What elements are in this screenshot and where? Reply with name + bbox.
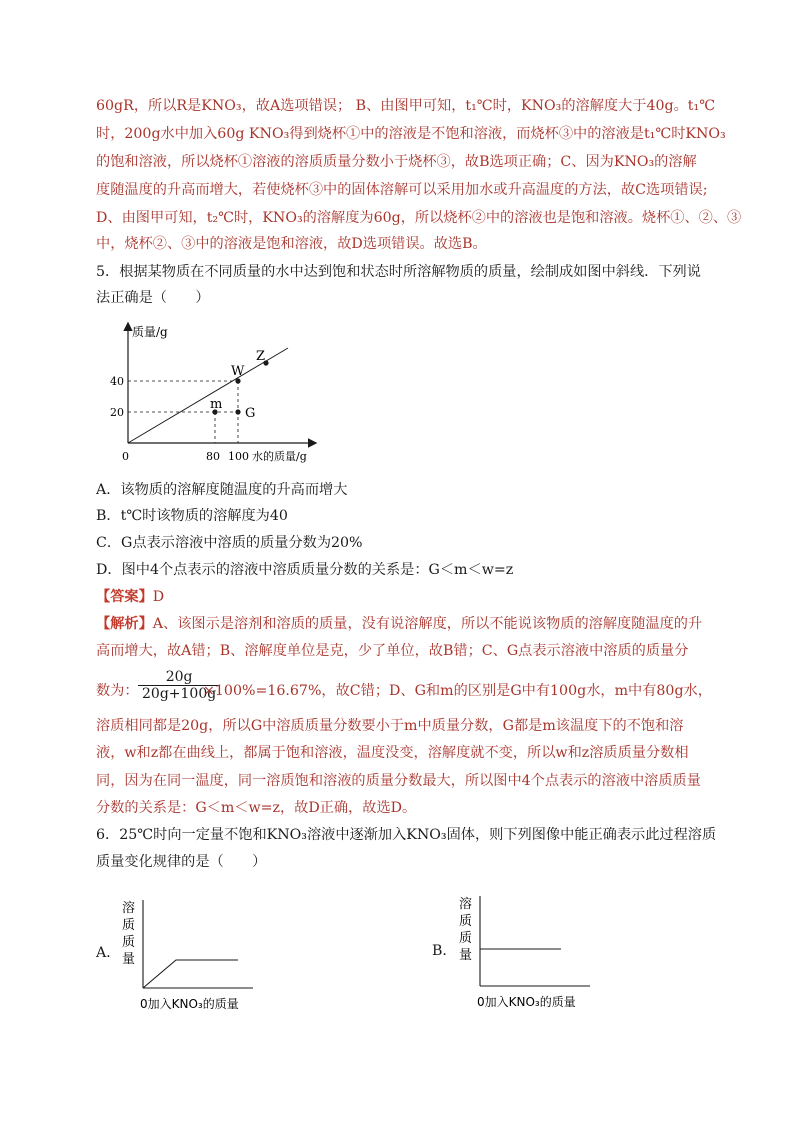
q5-ytick-40: 40	[110, 375, 124, 388]
q5-analysis-line-3-pre: 数为：	[96, 683, 139, 699]
analysis-prev-line-3: 的饱和溶液，所以烧杯①溶液的溶质质量分数小于烧杯③，故B选项正确；C、因为KNO₃的溶解	[96, 154, 697, 170]
q5-origin: 0	[122, 450, 129, 463]
q5-ytick-20: 20	[110, 406, 124, 419]
graph-a-ylabel-3: 质	[122, 935, 136, 950]
graph-a-ylabel-4: 量	[122, 952, 136, 967]
q5-analysis-line-2: 高而增大，故A错；B、溶解度单位是克，少了单位，故B错；C、G点表示溶液中溶质的质量分	[96, 643, 689, 659]
q5-x-label: 水的质量/g	[252, 450, 307, 463]
answer-tag: 【答案】	[96, 589, 153, 605]
analysis-prev-line-2: 时，200g水中加入60g KNO₃得到烧杯①中的溶液是不饱和溶液，而烧杯③中的溶液是t₁℃时KNO₃	[96, 126, 726, 142]
q5-analysis-line-3-post: ×100%=16.67%，故C错；D、G和m的区别是G中有100g水，m中有80g水，	[203, 683, 712, 699]
q5-graph	[100, 318, 330, 468]
q5-label-w: W	[231, 364, 245, 379]
answer-value: D	[152, 589, 165, 605]
q6-option-b-label: B．	[432, 943, 457, 959]
q6-graph-a	[118, 892, 268, 1022]
graph-a-xlabel: 0加入KNO₃的质量	[140, 997, 239, 1011]
graph-a-ylabel-1: 溶	[122, 901, 136, 916]
q5-stem-line-1: 5．根据某物质在不同质量的水中达到饱和状态时所溶解物质的质量，绘制成如图中斜线．下列说	[96, 264, 701, 280]
fraction-numerator: 20g	[165, 669, 193, 685]
q5-analysis-line-6: 同，因为在同一温度，同一溶质饱和溶液的质量分数最大，所以图中4个点表示的溶液中溶质质量	[96, 773, 701, 789]
q5-xtick-100: 100	[228, 450, 249, 463]
analysis-tag: 【解析】	[96, 616, 153, 632]
graph-b-xlabel: 0加入KNO₃的质量	[477, 995, 576, 1009]
q5-y-label: 质量/g	[132, 325, 168, 339]
q5-label-g: G	[245, 406, 256, 421]
q5-analysis-line-7: 分数的关系是：G＜m＜w=z，故D正确，故选D。	[96, 800, 417, 816]
analysis-prev-line-1: 60gR，所以R是KNO₃，故A选项错误； B、由图甲可知，t₁℃时，KNO₃的溶解度大于40g。t₁℃	[96, 98, 716, 114]
fraction-denominator: 20g+100g	[138, 685, 220, 702]
graph-a-curve	[143, 960, 238, 988]
q5-label-m: m	[210, 397, 223, 412]
graph-b-ylabel-3: 质	[459, 931, 473, 946]
graph-b-ylabel-2: 质	[459, 914, 473, 929]
q5-analysis-line-4: 溶质相同都是20g，所以G中溶质质量分数要小于m中质量分数，G都是m该温度下的不饱和溶	[96, 718, 684, 734]
q5-point-w	[235, 378, 240, 383]
graph-a-ylabel-2: 质	[122, 918, 136, 933]
q5-label-z: Z	[256, 349, 266, 364]
q6-graph-b	[455, 888, 605, 1018]
analysis-text-1: A、该图示是溶剂和溶质的质量，没有说溶解度，所以不能说该物质的溶解度随温度的升	[152, 616, 703, 632]
q5-option-a: A．该物质的溶解度随温度的升高而增大	[96, 482, 348, 498]
q6-option-a-label: A．	[96, 945, 121, 961]
q5-answer	[96, 587, 164, 607]
q5-option-b: B．t℃时该物质的溶解度为40	[96, 508, 288, 524]
q6-stem-line-2: 质量变化规律的是（ ）	[96, 854, 267, 870]
q5-analysis-line-1	[96, 614, 702, 634]
q5-analysis-line-5: 液，w和z都在曲线上，都属于饱和溶液，温度没变，溶解度就不变，所以w和z溶质质量分数相	[96, 745, 689, 761]
q5-stem-line-2: 法正确是（ ）	[96, 290, 210, 306]
graph-b-ylabel-1: 溶	[459, 897, 473, 912]
q5-point-g	[235, 409, 240, 414]
q5-option-c: C．G点表示溶液中溶质的质量分数为20%	[96, 535, 363, 551]
q5-xtick-80: 80	[206, 450, 220, 463]
analysis-prev-line-6: 中，烧杯②、③中的溶液是饱和溶液，故D选项错误。故选B。	[96, 236, 487, 252]
q6-stem-line-1: 6．25℃时向一定量不饱和KNO₃溶液中逐渐加入KNO₃固体，则下列图像中能正确表示此过程溶质	[96, 827, 717, 843]
graph-b-ylabel-4: 量	[459, 948, 473, 963]
q5-option-d: D．图中4个点表示的溶液中溶质质量分数的关系是：G＜m＜w=z	[96, 562, 514, 578]
analysis-prev-line-5: D、由图甲可知，t₂℃时，KNO₃的溶解度为60g，所以烧杯②中的溶液也是饱和溶液。烧杯①、②、③	[96, 210, 742, 226]
analysis-prev-line-4: 度随温度的升高而增大，若使烧杯③中的固体溶解可以采用加水或升高温度的方法，故C选项错误;	[96, 182, 708, 198]
